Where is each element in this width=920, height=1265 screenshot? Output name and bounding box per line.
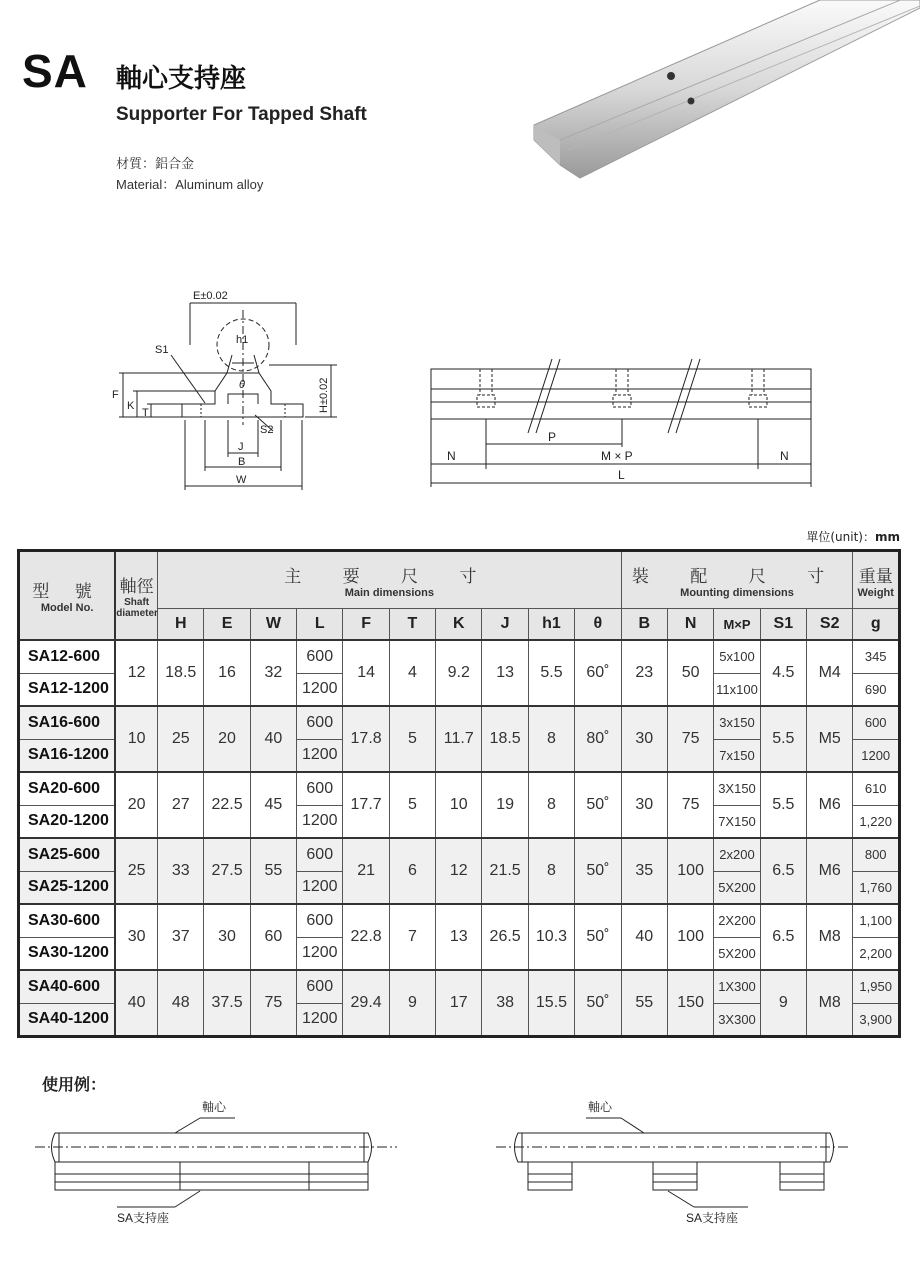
usage-example-spaced (496, 1092, 856, 1232)
cell-H: 25 (158, 706, 204, 772)
cell-W: 55 (250, 838, 296, 904)
label-theta: θ (239, 379, 245, 391)
cell-h1: 10.3 (528, 904, 574, 970)
cell-MxP: 2x200 (714, 838, 760, 871)
model-cell: SA12-1200 (19, 673, 116, 706)
cell-MxP: 2X200 (714, 904, 760, 937)
model-cell: SA25-1200 (19, 871, 116, 904)
cell-S2: M8 (807, 970, 853, 1036)
cell-weight: 800 (853, 838, 900, 871)
mounting-dimensions-header: 裝 配 尺 寸 Mounting dimensions (621, 551, 853, 609)
cell-MxP: 7X150 (714, 805, 760, 838)
cell-theta: 50˚ (575, 904, 621, 970)
cell-MxP: 3x150 (714, 706, 760, 739)
main-dimensions-header: 主 要 尺 寸 Main dimensions (158, 551, 622, 609)
cell-N: 75 (667, 706, 713, 772)
cell-F: 14 (343, 640, 389, 706)
col-header: θ (575, 609, 621, 641)
col-header: h1 (528, 609, 574, 641)
label-J: J (238, 441, 244, 453)
cell-K: 9.2 (436, 640, 482, 706)
table-row (19, 838, 900, 871)
cell-J: 13 (482, 640, 528, 706)
model-cell: SA12-600 (19, 640, 116, 673)
cell-T: 5 (389, 772, 435, 838)
cell-weight: 345 (853, 640, 900, 673)
cell-B: 30 (621, 772, 667, 838)
col-header: F (343, 609, 389, 641)
cell-K: 11.7 (436, 706, 482, 772)
model-cell: SA20-600 (19, 772, 116, 805)
cell-h1: 8 (528, 838, 574, 904)
cell-H: 27 (158, 772, 204, 838)
model-cell: SA20-1200 (19, 805, 116, 838)
usage-left-shaft-label: 軸心 (202, 1100, 227, 1114)
cell-MxP: 3X150 (714, 772, 760, 805)
model-cell: SA40-1200 (19, 1003, 116, 1036)
col-header: W (250, 609, 296, 641)
cell-F: 17.8 (343, 706, 389, 772)
label-S1: S1 (155, 344, 169, 356)
cell-K: 13 (436, 904, 482, 970)
product-title-zh: 軸心支持座 (116, 64, 247, 94)
cell-L: 600 (297, 970, 343, 1003)
usage-right-support-label: SA支持座 (686, 1211, 739, 1225)
cell-W: 45 (250, 772, 296, 838)
cell-weight: 1,760 (853, 871, 900, 904)
cell-weight: 690 (853, 673, 900, 706)
label-h1: h1 (236, 334, 249, 346)
cell-E: 37.5 (204, 970, 250, 1036)
cell-d: 40 (115, 970, 157, 1036)
cell-theta: 60˚ (575, 640, 621, 706)
cell-W: 60 (250, 904, 296, 970)
label-B: B (238, 456, 246, 468)
cell-L: 600 (297, 772, 343, 805)
cell-E: 20 (204, 706, 250, 772)
label-N-right: N (780, 449, 789, 463)
cell-S2: M6 (807, 838, 853, 904)
model-cell: SA25-600 (19, 838, 116, 871)
cell-H: 18.5 (158, 640, 204, 706)
cell-L: 600 (297, 706, 343, 739)
side-view-diagram (425, 355, 820, 490)
usage-example-continuous (35, 1092, 410, 1232)
model-cell: SA16-1200 (19, 739, 116, 772)
cell-L: 1200 (297, 739, 343, 772)
cell-H: 48 (158, 970, 204, 1036)
cell-B: 30 (621, 706, 667, 772)
cell-F: 21 (343, 838, 389, 904)
cell-weight: 1,220 (853, 805, 900, 838)
cell-S2: M8 (807, 904, 853, 970)
cell-N: 150 (667, 970, 713, 1036)
model-cell: SA30-600 (19, 904, 116, 937)
product-code: SA (22, 45, 88, 97)
table-row (19, 640, 900, 673)
cell-theta: 80˚ (575, 706, 621, 772)
label-E: E±0.02 (193, 290, 228, 302)
cell-S1: 6.5 (760, 904, 806, 970)
cell-MxP: 1X300 (714, 970, 760, 1003)
col-header: S2 (807, 609, 853, 641)
cell-H: 37 (158, 904, 204, 970)
cell-K: 17 (436, 970, 482, 1036)
cell-T: 9 (389, 970, 435, 1036)
cell-d: 30 (115, 904, 157, 970)
cell-S1: 4.5 (760, 640, 806, 706)
cell-S1: 5.5 (760, 706, 806, 772)
cell-weight: 1,100 (853, 904, 900, 937)
cell-K: 12 (436, 838, 482, 904)
col-header: g (853, 609, 900, 641)
cell-S1: 9 (760, 970, 806, 1036)
cell-W: 75 (250, 970, 296, 1036)
cell-MxP: 7x150 (714, 739, 760, 772)
cell-h1: 15.5 (528, 970, 574, 1036)
cell-d: 25 (115, 838, 157, 904)
cell-N: 75 (667, 772, 713, 838)
col-header: B (621, 609, 667, 641)
table-row (19, 772, 900, 805)
usage-title: 使用例： (42, 1075, 107, 1094)
cell-N: 50 (667, 640, 713, 706)
cell-weight: 1200 (853, 739, 900, 772)
product-title-en: Supporter For Tapped Shaft (116, 104, 367, 125)
cell-MxP: 5X200 (714, 937, 760, 970)
cell-MxP: 5X200 (714, 871, 760, 904)
model-cell: SA30-1200 (19, 937, 116, 970)
cell-B: 55 (621, 970, 667, 1036)
shaft-header: 軸徑 Shaft diameter (115, 551, 157, 641)
cell-weight: 3,900 (853, 1003, 900, 1036)
front-view-diagram (105, 285, 345, 495)
cell-weight: 1,950 (853, 970, 900, 1003)
cell-E: 16 (204, 640, 250, 706)
label-P: P (548, 430, 557, 444)
cell-h1: 8 (528, 706, 574, 772)
col-header: S1 (760, 609, 806, 641)
cell-T: 5 (389, 706, 435, 772)
cell-L: 1200 (297, 871, 343, 904)
product-photo (520, 0, 920, 190)
cell-L: 1200 (297, 1003, 343, 1036)
cell-F: 22.8 (343, 904, 389, 970)
cell-F: 17.7 (343, 772, 389, 838)
weight-header: 重量 Weight (853, 551, 900, 609)
label-S2: S2 (260, 424, 274, 436)
cell-L: 600 (297, 904, 343, 937)
model-header: 型 號 Model No. (19, 551, 116, 641)
spec-table (17, 549, 901, 1038)
cell-MxP: 11x100 (714, 673, 760, 706)
cell-L: 600 (297, 838, 343, 871)
cell-E: 22.5 (204, 772, 250, 838)
cell-B: 40 (621, 904, 667, 970)
cell-W: 40 (250, 706, 296, 772)
cell-theta: 50˚ (575, 970, 621, 1036)
cell-N: 100 (667, 904, 713, 970)
cell-L: 600 (297, 640, 343, 673)
label-F: F (112, 389, 119, 401)
cell-MxP: 5x100 (714, 640, 760, 673)
label-L: L (618, 468, 625, 482)
cell-h1: 5.5 (528, 640, 574, 706)
cell-T: 6 (389, 838, 435, 904)
col-header: M×P (714, 609, 760, 641)
cell-H: 33 (158, 838, 204, 904)
col-header: H (158, 609, 204, 641)
cell-S2: M5 (807, 706, 853, 772)
cell-weight: 600 (853, 706, 900, 739)
cell-N: 100 (667, 838, 713, 904)
cell-J: 26.5 (482, 904, 528, 970)
cell-L: 1200 (297, 937, 343, 970)
label-MxP: M × P (601, 449, 633, 463)
cell-E: 27.5 (204, 838, 250, 904)
cell-S1: 6.5 (760, 838, 806, 904)
unit-note: 單位(unit)：mm (806, 530, 900, 544)
cell-F: 29.4 (343, 970, 389, 1036)
cell-K: 10 (436, 772, 482, 838)
table-row (19, 904, 900, 937)
cell-J: 19 (482, 772, 528, 838)
col-header: K (436, 609, 482, 641)
cell-h1: 8 (528, 772, 574, 838)
cell-S2: M6 (807, 772, 853, 838)
table-row (19, 970, 900, 1003)
col-header: J (482, 609, 528, 641)
label-W: W (236, 474, 247, 486)
cell-B: 23 (621, 640, 667, 706)
material-zh: 材質：鋁合金 (116, 157, 195, 172)
cell-T: 7 (389, 904, 435, 970)
cell-theta: 50˚ (575, 838, 621, 904)
col-header: T (389, 609, 435, 641)
cell-d: 12 (115, 640, 157, 706)
cell-d: 10 (115, 706, 157, 772)
cell-L: 1200 (297, 805, 343, 838)
model-cell: SA16-600 (19, 706, 116, 739)
label-K: K (127, 400, 135, 412)
col-header: L (297, 609, 343, 641)
cell-S1: 5.5 (760, 772, 806, 838)
table-row (19, 706, 900, 739)
cell-J: 38 (482, 970, 528, 1036)
cell-B: 35 (621, 838, 667, 904)
cell-theta: 50˚ (575, 772, 621, 838)
cell-MxP: 3X300 (714, 1003, 760, 1036)
cell-S2: M4 (807, 640, 853, 706)
cell-J: 21.5 (482, 838, 528, 904)
label-T: T (142, 407, 149, 419)
cell-L: 1200 (297, 673, 343, 706)
cell-weight: 2,200 (853, 937, 900, 970)
model-cell: SA40-600 (19, 970, 116, 1003)
col-header: N (667, 609, 713, 641)
cell-W: 32 (250, 640, 296, 706)
material-en: Material：Aluminum alloy (116, 177, 264, 192)
usage-right-shaft-label: 軸心 (588, 1100, 613, 1114)
label-H: H±0.02 (318, 377, 330, 413)
cell-T: 4 (389, 640, 435, 706)
col-header: E (204, 609, 250, 641)
cell-weight: 610 (853, 772, 900, 805)
cell-d: 20 (115, 772, 157, 838)
cell-J: 18.5 (482, 706, 528, 772)
usage-left-support-label: SA支持座 (117, 1211, 170, 1225)
label-N-left: N (447, 449, 456, 463)
cell-E: 30 (204, 904, 250, 970)
